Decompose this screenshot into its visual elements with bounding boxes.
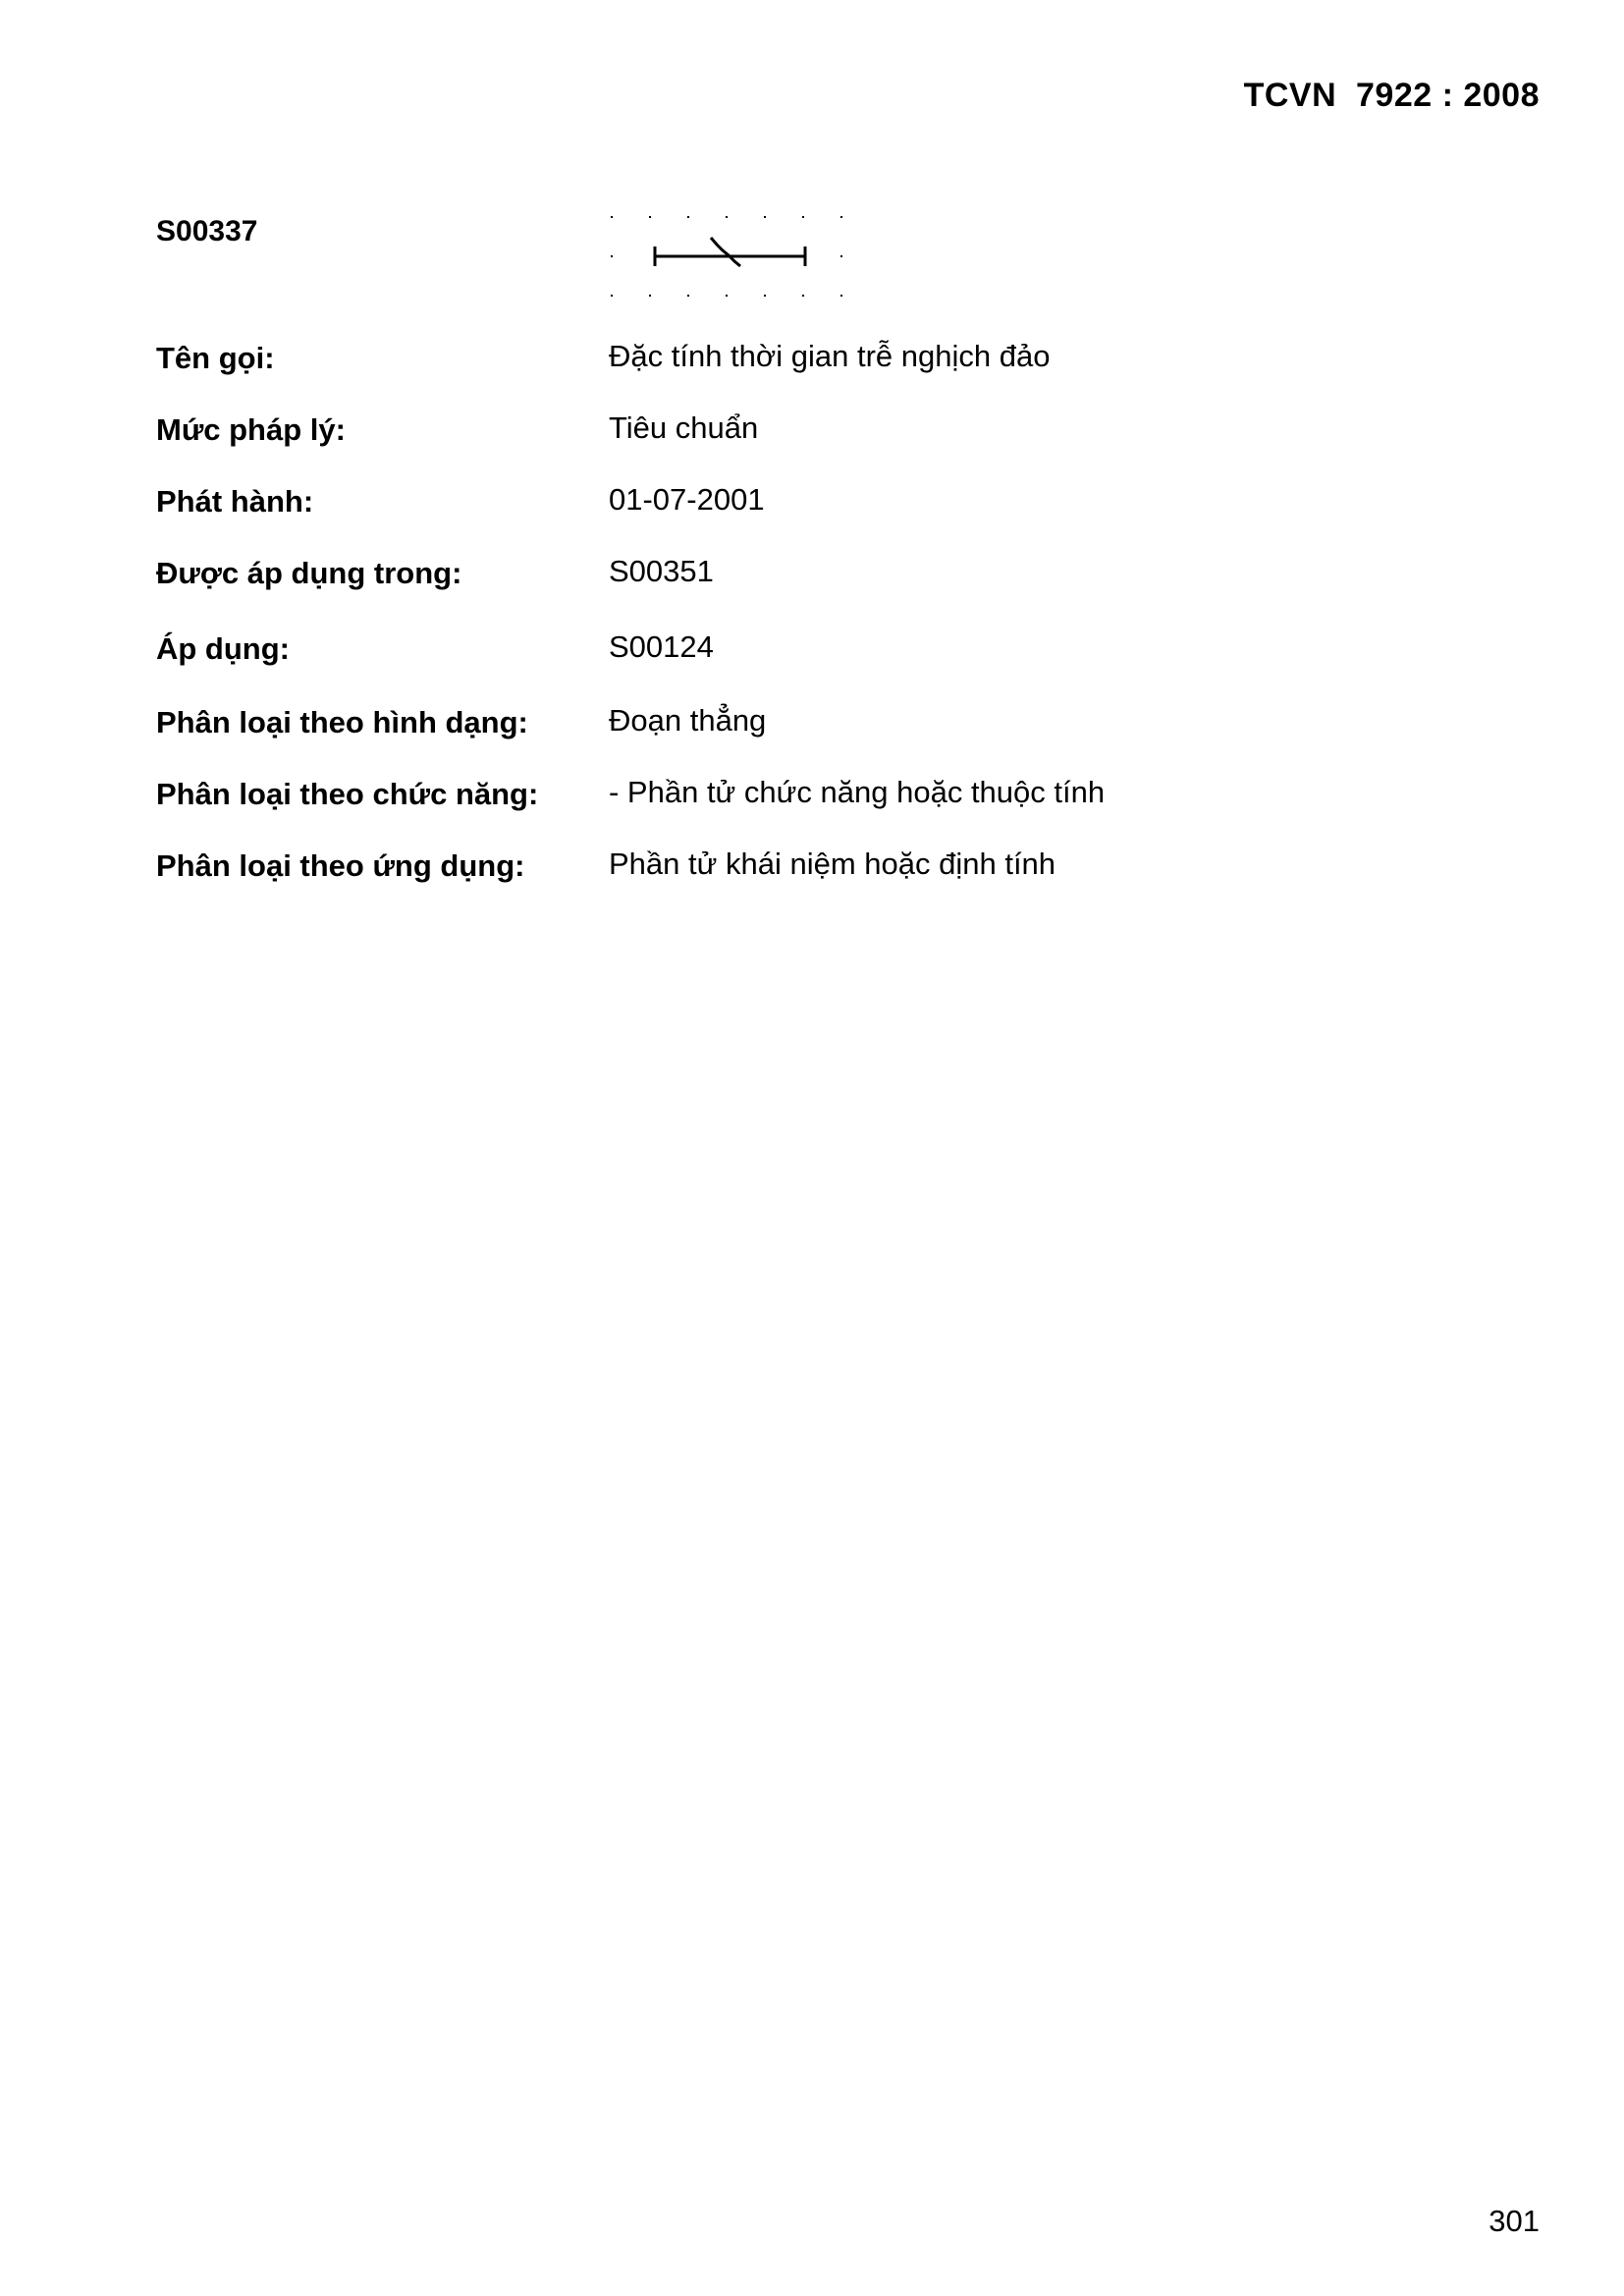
field-label: Tên gọi:	[156, 341, 275, 375]
field-label: Được áp dụng trong:	[156, 556, 462, 590]
field-row-applied-in	[156, 556, 1433, 599]
symbol-code: S00337	[156, 215, 258, 247]
field-row-legal-level	[156, 412, 1433, 456]
page-number: 301	[1489, 2204, 1540, 2238]
field-label: Phân loại theo hình dạng:	[156, 705, 528, 739]
field-value: - Phần tử chức năng hoặc thuộc tính	[609, 775, 1106, 809]
field-label: Phát hành:	[156, 484, 314, 519]
field-row-name	[156, 341, 1433, 384]
field-value: Đặc tính thời gian trễ nghịch đảo	[609, 339, 1051, 373]
field-label: Mức pháp lý:	[156, 412, 346, 447]
field-row-release	[156, 484, 1433, 527]
field-label: Áp dụng:	[156, 631, 291, 666]
field-row-applies	[156, 631, 1433, 675]
field-row-shape-class	[156, 705, 1433, 748]
field-value: Tiêu chuẩn	[609, 410, 759, 445]
field-row-application-class	[156, 848, 1433, 892]
standard-header: TCVN 7922 : 2008	[1243, 77, 1540, 114]
field-value: 01-07-2001	[609, 482, 765, 517]
symbol-lines	[654, 238, 806, 266]
field-value: Đoạn thẳng	[609, 703, 767, 738]
inverse-time-lag-symbol-icon	[601, 204, 866, 306]
field-label: Phân loại theo chức năng:	[156, 777, 539, 811]
field-value: S00124	[609, 629, 714, 664]
field-value: Phần tử khái niệm hoặc định tính	[609, 847, 1056, 881]
field-label: Phân loại theo ứng dụng:	[156, 848, 525, 883]
field-row-function-class	[156, 777, 1433, 820]
field-value: S00351	[609, 554, 714, 588]
